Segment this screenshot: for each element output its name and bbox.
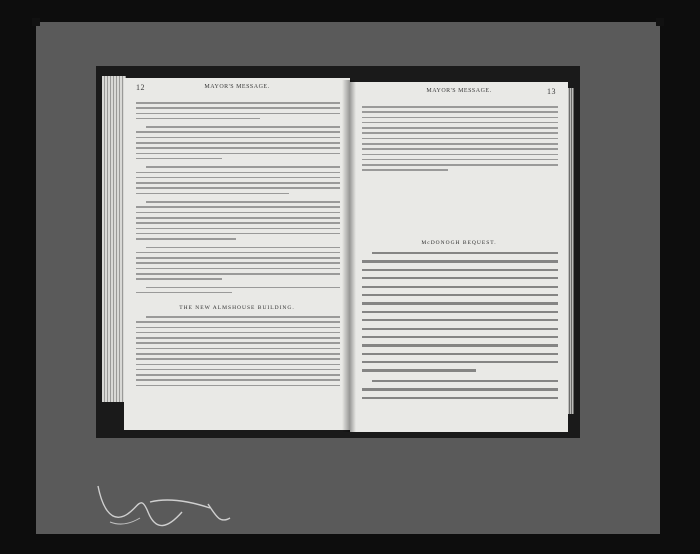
text-line — [136, 332, 340, 334]
text-line — [146, 126, 340, 128]
text-line — [136, 107, 340, 109]
text-line — [136, 337, 340, 339]
text-paragraph — [362, 252, 558, 378]
text-line — [362, 294, 558, 296]
running-head: MAYOR'S MESSAGE. — [426, 88, 492, 94]
text-line — [362, 361, 558, 363]
text-line — [136, 222, 340, 224]
text-line — [362, 138, 558, 140]
text-line — [136, 273, 340, 275]
text-line — [362, 353, 558, 355]
text-line — [362, 277, 558, 279]
text-line — [136, 233, 340, 235]
text-line — [136, 142, 340, 144]
text-line — [136, 342, 340, 344]
text-line — [362, 127, 558, 129]
text-paragraph — [362, 380, 558, 405]
text-line — [146, 287, 340, 289]
text-line — [136, 238, 236, 240]
text-line — [136, 206, 340, 208]
page-number: 12 — [136, 83, 145, 92]
text-line — [136, 131, 340, 133]
book-gutter — [342, 80, 356, 432]
text-line — [136, 177, 340, 179]
text-line — [372, 380, 558, 382]
text-paragraph — [136, 201, 340, 243]
text-line — [136, 193, 289, 195]
left-page — [124, 78, 350, 430]
text-line — [136, 348, 340, 350]
text-paragraph — [136, 316, 340, 390]
text-line — [136, 217, 340, 219]
text-line — [362, 319, 558, 321]
text-line — [362, 169, 448, 171]
text-line — [362, 286, 558, 288]
text-paragraph — [136, 287, 340, 298]
text-line — [362, 117, 558, 119]
text-line — [136, 327, 340, 329]
text-line — [136, 153, 340, 155]
text-line — [136, 379, 340, 381]
text-line — [362, 269, 558, 271]
text-line — [362, 132, 558, 134]
text-line — [362, 154, 558, 156]
text-line — [136, 292, 232, 294]
text-line — [136, 369, 340, 371]
frame-corner-mark — [656, 18, 664, 26]
text-paragraph — [136, 102, 340, 123]
left-page-header — [136, 84, 338, 94]
text-line — [146, 201, 340, 203]
text-paragraph — [136, 247, 340, 284]
text-line — [362, 328, 558, 330]
text-paragraph — [136, 126, 340, 163]
text-line — [136, 137, 340, 139]
right-page-header — [362, 88, 556, 98]
text-line — [136, 374, 340, 376]
text-line — [136, 268, 340, 270]
text-line — [136, 182, 340, 184]
text-line — [362, 397, 558, 399]
text-line — [136, 262, 340, 264]
text-line — [136, 278, 222, 280]
text-line — [136, 102, 340, 104]
right-page — [350, 82, 568, 432]
handwritten-mark — [90, 478, 260, 534]
text-line — [146, 316, 340, 318]
text-line — [146, 166, 340, 168]
text-line — [372, 252, 558, 254]
text-line — [136, 118, 260, 120]
text-line — [136, 187, 340, 189]
text-line — [136, 252, 340, 254]
text-line — [136, 212, 340, 214]
text-line — [146, 247, 340, 249]
text-line — [362, 369, 476, 371]
text-line — [362, 122, 558, 124]
section-heading: McDONOGH BEQUEST. — [421, 240, 497, 246]
text-paragraph — [362, 106, 558, 175]
page-number: 13 — [547, 87, 556, 96]
text-line — [362, 388, 558, 390]
text-line — [136, 113, 340, 115]
text-line — [136, 358, 340, 360]
running-head: MAYOR'S MESSAGE. — [204, 84, 270, 90]
text-line — [362, 111, 558, 113]
text-line — [136, 147, 340, 149]
text-line — [136, 385, 340, 387]
page-edges-left — [102, 76, 126, 402]
text-line — [136, 172, 340, 174]
text-line — [362, 344, 558, 346]
text-line — [136, 321, 340, 323]
frame-corner-mark — [32, 18, 40, 26]
text-line — [362, 311, 558, 313]
text-line — [362, 148, 558, 150]
section-heading: THE NEW ALMSHOUSE BUILDING. — [179, 305, 295, 311]
text-line — [136, 353, 340, 355]
text-line — [362, 164, 558, 166]
text-line — [362, 260, 558, 262]
text-line — [362, 302, 558, 304]
text-line — [362, 106, 558, 108]
text-line — [136, 158, 222, 160]
text-line — [362, 336, 558, 338]
text-line — [136, 257, 340, 259]
text-line — [136, 364, 340, 366]
text-paragraph — [136, 166, 340, 198]
text-line — [136, 228, 340, 230]
text-line — [362, 159, 558, 161]
text-line — [362, 143, 558, 145]
